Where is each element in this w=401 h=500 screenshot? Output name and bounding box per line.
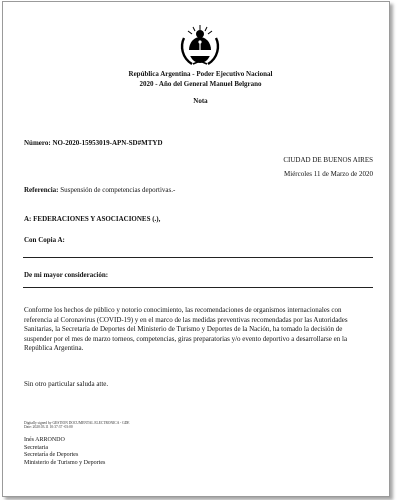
referencia-label: Referencia:	[24, 186, 59, 194]
digital-signature-stamp	[24, 421, 130, 430]
signer-block	[24, 437, 105, 467]
numero-label: Número:	[24, 139, 51, 147]
city: CIUDAD DE BUENOS AIRES	[283, 156, 373, 164]
date: Miércoles 11 de Marzo de 2020	[284, 170, 373, 178]
body-line: Sanitarias, la Secretaría de Deportes del Ministerio de Turismo y Deportes de la Nación, ha tomado la decisión de	[24, 325, 343, 334]
national-coat-of-arms-emblem	[178, 24, 222, 66]
body-line: República Argentina.	[24, 344, 84, 353]
divider-bottom	[23, 287, 373, 288]
document-type: Nota	[193, 97, 208, 105]
signer-title-3: Ministerio de Turismo y Deportes	[24, 459, 106, 466]
divider-top	[23, 257, 373, 258]
closing: Sin otro particular saluda atte.	[24, 380, 109, 388]
numero-row	[24, 139, 163, 147]
signer-title-1: Secretaria	[24, 444, 48, 451]
body-line: suspender por el mes de marzo torneos, competencias, giras preparatorias y/o evento deportivo a desarrollarse en la	[24, 334, 348, 343]
recipient-a: A: FEDERACIONES Y ASOCIACIONES (.),	[24, 215, 161, 223]
referencia-row	[24, 186, 175, 194]
header-line-1: República Argentina - Poder Ejecutivo Nacional	[128, 70, 273, 78]
digital-signature-line-1: Digitally signed by GESTION DOCUMENTAL ELECTRONICA - GDE	[24, 421, 130, 425]
greeting: De mi mayor consideración:	[24, 271, 109, 279]
header-line-2: 2020 - Año del General Manuel Belgrano	[139, 80, 262, 88]
signer-name: Inés ARRONDO	[24, 437, 65, 443]
referencia-value: Suspensión de competencias deportivas.-	[60, 186, 176, 194]
digital-signature-line-2: Date: 2020.03.11 10:37:37 -03:00	[24, 425, 73, 430]
numero-value: NO-2020-15953019-APN-SD#MTYD	[52, 139, 163, 147]
body-line: referencia al Coronavirus (COVID-19) y en el marco de las medidas preventivas recomendadas por las Autoridades	[24, 315, 348, 324]
body-paragraph	[24, 306, 374, 354]
body-line: Conforme los hechos de público y notorio conocimiento, las recomendaciones de organismos internacionales con	[24, 306, 342, 314]
signer-title-2: Secretaría de Deportes	[24, 452, 79, 458]
recipient-copia: Con Copia A:	[24, 236, 65, 244]
